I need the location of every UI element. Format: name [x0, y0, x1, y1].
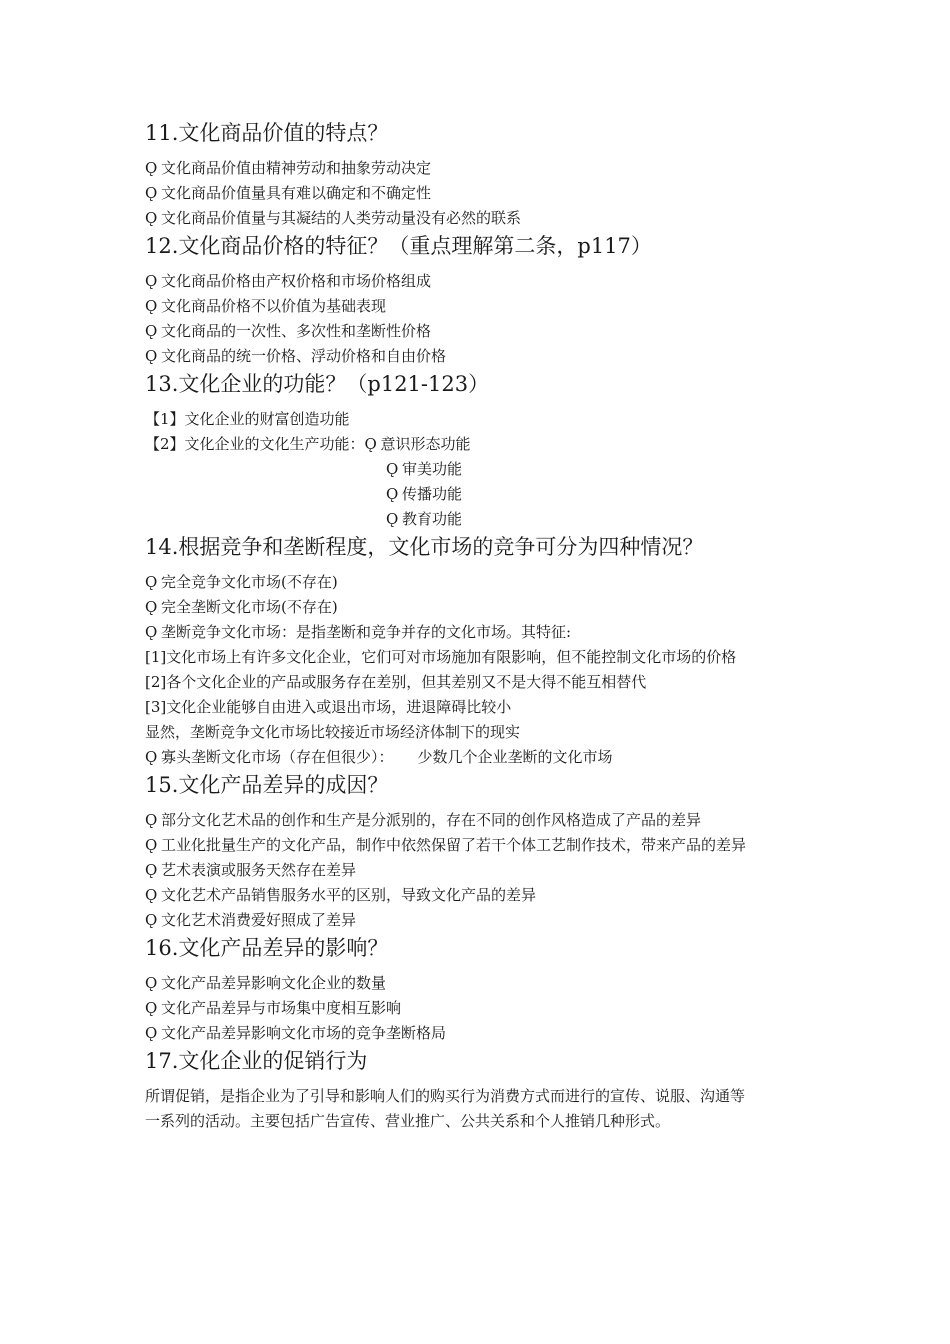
- numbered-item: [3]文化企业能够自由进入或退出市场，进退障碍比较小: [145, 698, 512, 716]
- bullet-icon: Ǫ: [145, 974, 158, 992]
- list-item: Ǫ 完全垄断文化市场(不存在): [145, 595, 825, 620]
- bullet-icon: Ǫ: [145, 886, 158, 904]
- list-item: Ǫ 寡头垄断文化市场（存在但很少）： 少数几个企业垄断的文化市场: [145, 745, 825, 770]
- paragraph-line: 所谓促销，是指企业为了引导和影响人们的购买行为消费方式而进行的宣传、说服、沟通等: [145, 1087, 746, 1105]
- bullet-icon: Ǫ: [145, 159, 158, 177]
- numbered-item: [1]文化市场上有许多文化企业，它们可对市场施加有限影响，但不能控制文化市场的价格: [145, 648, 737, 666]
- bullet-icon: Ǫ: [145, 861, 158, 879]
- section-13-heading: 13.文化企业的功能？（p121-123）: [145, 372, 490, 396]
- section-14-heading: 14.根据竞争和垄断程度，文化市场的竞争可分为四种情况？: [145, 535, 704, 559]
- list-item: Ǫ 文化艺术产品销售服务水平的区别，导致文化产品的差异: [145, 883, 825, 908]
- bullet-icon: Ǫ: [386, 510, 399, 528]
- bullet-icon: Ǫ: [145, 1024, 158, 1042]
- list-item: Ǫ 垄断竞争文化市场：是指垄断和竞争并存的文化市场。其特征:: [145, 620, 825, 645]
- list-item: Ǫ 审美功能: [145, 457, 825, 482]
- list-item: Ǫ 文化商品价值量具有难以确定和不确定性: [145, 181, 825, 206]
- bullet-icon: Ǫ: [145, 999, 158, 1017]
- section-17-heading: 17.文化企业的促销行为: [145, 1049, 368, 1073]
- section-11-heading: 11.文化商品价值的特点？: [145, 121, 389, 145]
- bullet-icon: Ǫ: [364, 435, 377, 453]
- bullet-icon: Ǫ: [145, 347, 158, 365]
- bullet-icon: Ǫ: [145, 911, 158, 929]
- list-item: Ǫ 传播功能: [145, 482, 825, 507]
- list-item: Ǫ 文化商品的统一价格、浮动价格和自由价格: [145, 344, 825, 369]
- bullet-icon: Ǫ: [145, 598, 158, 616]
- bullet-icon: Ǫ: [145, 184, 158, 202]
- list-item: Ǫ 文化商品价格不以价值为基础表现: [145, 294, 825, 319]
- bullet-icon: Ǫ: [145, 623, 158, 641]
- list-item: Ǫ 文化产品差异影响文化企业的数量: [145, 971, 825, 996]
- conclusion-text: 显然，垄断竞争文化市场比较接近市场经济体制下的现实: [145, 723, 521, 741]
- list-item: 【1】文化企业的财富创造功能: [145, 410, 350, 428]
- list-item: Ǫ 教育功能: [145, 507, 825, 532]
- bullet-icon: Ǫ: [145, 748, 158, 766]
- bullet-icon: Ǫ: [386, 485, 399, 503]
- list-item: Ǫ 完全竞争文化市场(不存在): [145, 570, 825, 595]
- document-body: [145, 118, 825, 1134]
- list-item: Ǫ 工业化批量生产的文化产品，制作中依然保留了若干个体工艺制作技术，带来产品的差异: [145, 833, 825, 858]
- paragraph-line: 一系列的活动。主要包括广告宣传、营业推广、公共关系和个人推销几种形式。: [145, 1112, 671, 1130]
- list-item: Ǫ 部分文化艺术品的创作和生产是分派别的，存在不同的创作风格造成了产品的差异: [145, 808, 825, 833]
- list-item: Ǫ 文化产品差异与市场集中度相互影响: [145, 996, 825, 1021]
- list-item: Ǫ 文化商品价格由产权价格和市场价格组成: [145, 269, 825, 294]
- list-item: Ǫ 文化艺术消费爱好照成了差异: [145, 908, 825, 933]
- list-item: Ǫ 文化产品差异影响文化市场的竞争垄断格局: [145, 1021, 825, 1046]
- list-item: 【2】文化企业的文化生产功能：Ǫ 意识形态功能: [145, 432, 825, 457]
- numbered-item: [2]各个文化企业的产品或服务存在差别，但其差别又不是大得不能互相替代: [145, 673, 647, 691]
- section-15-heading: 15.文化产品差异的成因？: [145, 773, 389, 797]
- list-item: Ǫ 文化商品的一次性、多次性和垄断性价格: [145, 319, 825, 344]
- bullet-icon: Ǫ: [145, 836, 158, 854]
- bullet-icon: Ǫ: [145, 811, 158, 829]
- list-item: Ǫ 文化商品价值由精神劳动和抽象劳动决定: [145, 156, 825, 181]
- bullet-icon: Ǫ: [145, 322, 158, 340]
- bullet-icon: Ǫ: [145, 573, 158, 591]
- section-12-heading: 12.文化商品价格的特征？（重点理解第二条，p117）: [145, 234, 652, 258]
- section-16-heading: 16.文化产品差异的影响？: [145, 936, 389, 960]
- bullet-icon: Ǫ: [145, 297, 158, 315]
- bullet-icon: Ǫ: [145, 272, 158, 290]
- bullet-icon: Ǫ: [145, 209, 158, 227]
- list-item: Ǫ 艺术表演或服务天然存在差异: [145, 858, 825, 883]
- bullet-icon: Ǫ: [386, 460, 399, 478]
- list-item: Ǫ 文化商品价值量与其凝结的人类劳动量没有必然的联系: [145, 206, 825, 231]
